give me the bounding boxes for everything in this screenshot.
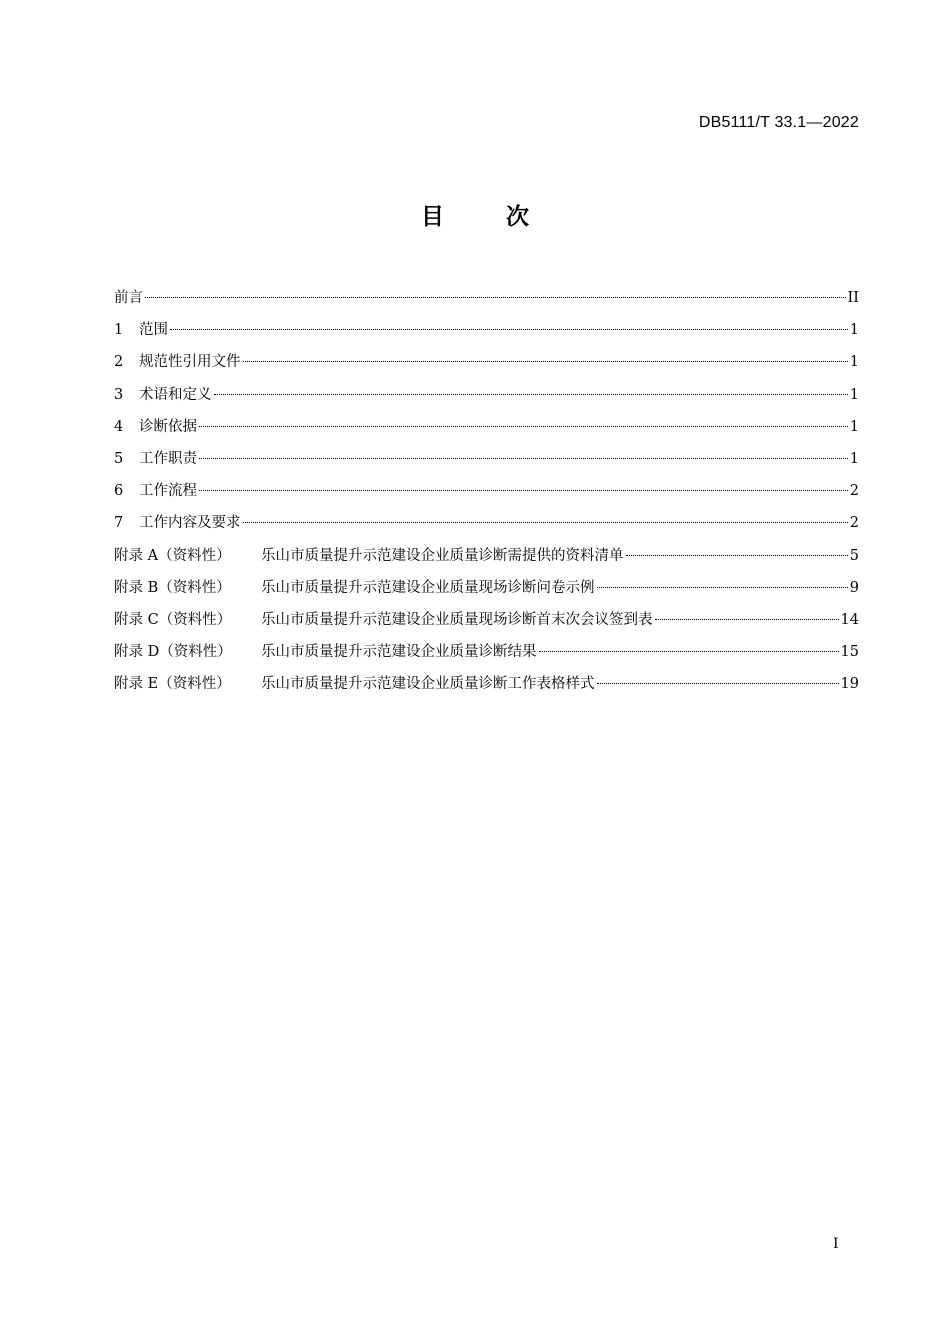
- toc-entry-label: 乐山市质量提升示范建设企业质量现场诊断问卷示例: [261, 579, 595, 596]
- toc-entry-appendix-b[interactable]: [114, 575, 859, 607]
- toc-entry-6[interactable]: [114, 478, 859, 510]
- toc-entry-page: 1: [849, 418, 859, 435]
- toc-entry-1[interactable]: [114, 317, 859, 349]
- toc-dot-leader: [199, 490, 848, 491]
- toc-entry-page: 15: [840, 644, 859, 661]
- toc-entry-page: 1: [849, 386, 859, 403]
- toc-entry-number: 附录 E（资料性）: [114, 676, 231, 693]
- toc-entry-4[interactable]: [114, 414, 859, 446]
- toc-entry-number: 附录 A（资料性）: [114, 547, 231, 564]
- toc-entry-label: 规范性引用文件: [139, 354, 241, 371]
- toc-entry-number: 3: [114, 386, 124, 403]
- toc-entry-appendix-d[interactable]: [114, 639, 859, 671]
- toc-dot-leader: [597, 683, 839, 684]
- toc-entry-page: 5: [849, 547, 859, 564]
- toc-entry-appendix-c[interactable]: [114, 607, 859, 639]
- page-title: 目次: [421, 204, 591, 230]
- toc-entry-label: 乐山市质量提升示范建设企业质量诊断结果: [261, 644, 537, 661]
- toc-entry-label: 乐山市质量提升示范建设企业质量诊断工作表格样式: [261, 676, 595, 693]
- toc-entry-label: 术语和定义: [139, 386, 212, 403]
- toc-dot-leader: [539, 651, 839, 652]
- toc-entry-number: 附录 D（资料性）: [114, 644, 232, 661]
- toc-entry-page: 2: [849, 483, 859, 500]
- toc-entry-number: 附录 C（资料性）: [114, 611, 232, 628]
- toc-entry-foreword[interactable]: [114, 285, 859, 317]
- toc-entry-page: 19: [840, 676, 859, 693]
- toc-entry-label: 工作职责: [139, 450, 197, 467]
- toc-dot-leader: [170, 329, 848, 330]
- footer-page-number: I: [833, 1236, 839, 1252]
- toc-entry-page: 1: [849, 450, 859, 467]
- toc-entry-page: 1: [849, 354, 859, 371]
- toc-entry-appendix-e[interactable]: [114, 671, 859, 703]
- toc-entry-3[interactable]: [114, 382, 859, 414]
- toc-entry-number: 7: [114, 515, 124, 532]
- toc-dot-leader: [199, 458, 848, 459]
- toc-entry-label: 诊断依据: [139, 418, 197, 435]
- document-code: DB5111/T 33.1—2022: [698, 114, 859, 131]
- toc-dot-leader: [199, 426, 848, 427]
- toc-entry-number: 2: [114, 354, 124, 371]
- toc-dot-leader: [214, 394, 848, 395]
- toc-entry-number: 6: [114, 483, 124, 500]
- toc-entry-page: 9: [849, 579, 859, 596]
- toc-entry-page: 14: [840, 611, 859, 628]
- toc-dot-leader: [243, 361, 848, 362]
- toc-entry-5[interactable]: [114, 446, 859, 478]
- table-of-contents: [114, 285, 859, 703]
- toc-entry-label: 前言: [114, 290, 143, 306]
- toc-dot-leader: [145, 297, 846, 298]
- toc-dot-leader: [243, 522, 848, 523]
- toc-entry-2[interactable]: [114, 349, 859, 381]
- toc-entry-label: 乐山市质量提升示范建设企业质量诊断需提供的资料清单: [261, 547, 624, 564]
- toc-entry-appendix-a[interactable]: [114, 543, 859, 575]
- toc-dot-leader: [626, 555, 848, 556]
- toc-entry-label: 工作流程: [139, 483, 197, 500]
- toc-entry-7[interactable]: [114, 510, 859, 542]
- toc-dot-leader: [655, 619, 839, 620]
- toc-entry-page: II: [847, 290, 859, 306]
- toc-entry-page: 2: [849, 515, 859, 532]
- toc-entry-label: 范围: [139, 322, 168, 339]
- toc-entry-number: 5: [114, 450, 124, 467]
- toc-entry-page: 1: [849, 322, 859, 339]
- toc-entry-number: 1: [114, 322, 124, 339]
- toc-entry-label: 工作内容及要求: [139, 515, 241, 532]
- toc-entry-label: 乐山市质量提升示范建设企业质量现场诊断首末次会议签到表: [261, 611, 653, 628]
- toc-entry-number: 4: [114, 418, 124, 435]
- toc-entry-number: 附录 B（资料性）: [114, 579, 231, 596]
- toc-dot-leader: [597, 587, 848, 588]
